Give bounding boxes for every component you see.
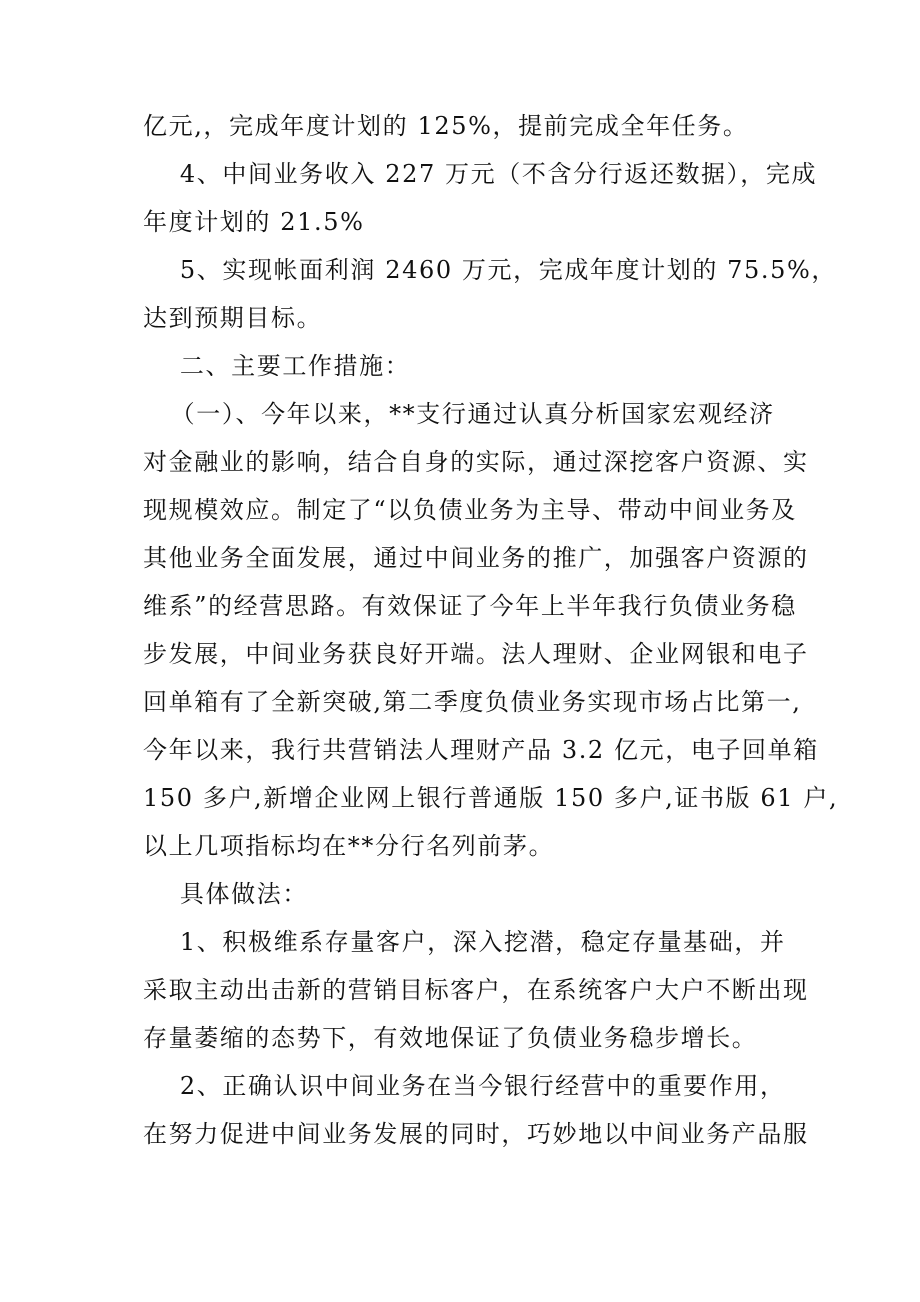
text-line: 步发展，中间业务获良好开端。法人理财、企业网银和电子 [143, 640, 809, 668]
text-line: 150 多户,新增企业网上银行普通版 150 多户,证书版 61 户, [143, 784, 839, 812]
text-line: 存量萎缩的态势下，有效地保证了负债业务稳步增长。 [143, 1024, 758, 1052]
text-line: 其他业务全面发展，通过中间业务的推广，加强客户资源的 [143, 544, 809, 572]
document-body [143, 102, 839, 1158]
text-line: 达到预期目标。 [143, 304, 323, 332]
text-line: 采取主动出击新的营销目标客户，在系统客户大户不断出现 [143, 976, 809, 1004]
text-line: 4、中间业务收入 227 万元（不含分行返还数据），完成 [143, 160, 818, 188]
section-heading: 二、主要工作措施： [143, 352, 411, 380]
text-line: （一）、今年以来，**支行通过认真分析国家宏观经济 [143, 400, 775, 428]
text-line: 亿元,，完成年度计划的 125%，提前完成全年任务。 [143, 112, 749, 140]
text-line: 5、实现帐面利润 2460 万元，完成年度计划的 75.5%， [143, 256, 837, 284]
text-line: 1、积极维系存量客户，深入挖潜，稳定存量基础，并 [143, 928, 786, 956]
subheading: 具体做法： [143, 880, 308, 908]
text-line: 在努力促进中间业务发展的同时，巧妙地以中间业务产品服 [143, 1120, 809, 1148]
text-line: 回单箱有了全新突破,第二季度负债业务实现市场占比第一, [143, 688, 802, 716]
text-line: 2、正确认识中间业务在当今银行经营中的重要作用， [143, 1072, 786, 1100]
text-line: 今年以来，我行共营销法人理财产品 3.2 亿元，电子回单箱 [143, 736, 819, 764]
text-line: 年度计划的 21.5% [143, 208, 365, 236]
text-line: 对金融业的影响，结合自身的实际，通过深挖客户资源、实 [143, 448, 809, 476]
text-line: 现规模效应。制定了“以负债业务为主导、带动中间业务及 [143, 496, 797, 524]
text-line: 维系”的经营思路。有效保证了今年上半年我行负债业务稳 [143, 592, 797, 620]
text-line: 以上几项指标均在**分行名列前茅。 [143, 832, 555, 860]
